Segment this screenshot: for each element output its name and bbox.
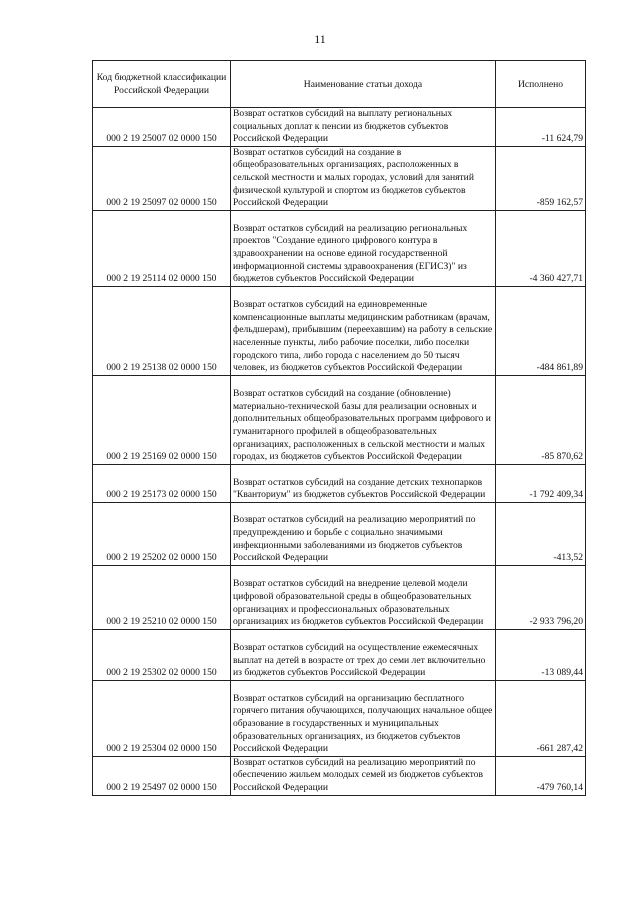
row-name: Возврат остатков субсидий на внедрение целевой модели цифровой образовательной среды в общеобразовательных организациях и профессиональных образовательных организациях из бюджетов субъектов Российской Федерации xyxy=(231,565,496,629)
row-code: 000 2 19 25007 02 0000 150 xyxy=(93,108,231,147)
row-executed: -484 861,89 xyxy=(496,286,586,375)
row-executed: -413,52 xyxy=(496,502,586,565)
table-row xyxy=(93,502,586,565)
row-code: 000 2 19 25202 02 0000 150 xyxy=(93,502,231,565)
row-executed: -13 089,44 xyxy=(496,629,586,680)
row-name: Возврат остатков субсидий на реализацию региональных проектов "Создание единого цифрового контура в здравоохранении на основе единой государственной информационной системы здравоохранения (ЕГИСЗ)" из бюджетов субъектов Российской Федерации xyxy=(231,210,496,286)
row-executed: -1 792 409,34 xyxy=(496,464,586,502)
header-name: Наименование статьи дохода xyxy=(231,61,496,108)
table-row xyxy=(93,464,586,502)
header-executed: Исполнено xyxy=(496,61,586,108)
table-row xyxy=(93,565,586,629)
row-name: Возврат остатков субсидий на реализацию мероприятий по обеспечению жильем молодых семей из бюджетов субъектов Российской Федерации xyxy=(231,756,496,795)
row-executed: -4 360 427,71 xyxy=(496,210,586,286)
table-row xyxy=(93,108,586,147)
table-row xyxy=(93,680,586,756)
row-name: Возврат остатков субсидий на реализацию мероприятий по предупреждению и борьбе с социально значимыми инфекционными заболеваниями из бюджетов субъектов Российской Федерации xyxy=(231,502,496,565)
revenue-table xyxy=(92,60,586,796)
row-executed: -479 760,14 xyxy=(496,756,586,795)
row-name: Возврат остатков субсидий на организацию бесплатного горячего питания обучающихся, получающих начальное общее образование в государственных и муниципальных образовательных организациях, из бюджетов субъектов Российской Федерации xyxy=(231,680,496,756)
row-name: Возврат остатков субсидий на создание (обновление) материально-технической базы для реализации основных и дополнительных общеобразовательных программ цифрового и гуманитарного профилей в общеобразовательных организациях, расположенных в сельской местности и малых городах, из бюджетов субъектов Российской Федерации xyxy=(231,375,496,464)
row-name: Возврат остатков субсидий на создание детских технопарков "Кванториум" из бюджетов субъектов Российской Федерации xyxy=(231,464,496,502)
row-executed: -2 933 796,20 xyxy=(496,565,586,629)
row-executed: -859 162,57 xyxy=(496,146,586,210)
table-row xyxy=(93,286,586,375)
table-row xyxy=(93,146,586,210)
row-code: 000 2 19 25497 02 0000 150 xyxy=(93,756,231,795)
row-name: Возврат остатков субсидий на выплату региональных социальных доплат к пенсии из бюджетов субъектов Российской Федерации xyxy=(231,108,496,147)
row-code: 000 2 19 25097 02 0000 150 xyxy=(93,146,231,210)
row-code: 000 2 19 25304 02 0000 150 xyxy=(93,680,231,756)
table-row xyxy=(93,756,586,795)
row-code: 000 2 19 25169 02 0000 150 xyxy=(93,375,231,464)
row-code: 000 2 19 25210 02 0000 150 xyxy=(93,565,231,629)
row-name: Возврат остатков субсидий на осуществление ежемесячных выплат на детей в возрасте от трех до семи лет включительно из бюджетов субъектов Российской Федерации xyxy=(231,629,496,680)
row-name: Возврат остатков субсидий на создание в общеобразовательных организациях, расположенных в сельской местности и малых городах, условий для занятий физической культурой и спортом из бюджетов субъектов Российской Федерации xyxy=(231,146,496,210)
page-number: 11 xyxy=(314,32,326,46)
row-executed: -661 287,42 xyxy=(496,680,586,756)
table-row xyxy=(93,210,586,286)
row-executed: -11 624,79 xyxy=(496,108,586,147)
row-code: 000 2 19 25114 02 0000 150 xyxy=(93,210,231,286)
table-row xyxy=(93,375,586,464)
row-code: 000 2 19 25173 02 0000 150 xyxy=(93,464,231,502)
row-executed: -85 870,62 xyxy=(496,375,586,464)
table-header-row xyxy=(93,61,586,108)
row-code: 000 2 19 25138 02 0000 150 xyxy=(93,286,231,375)
table-row xyxy=(93,629,586,680)
header-code: Код бюджетной классификации Российской Федерации xyxy=(93,61,231,108)
row-code: 000 2 19 25302 02 0000 150 xyxy=(93,629,231,680)
row-name: Возврат остатков субсидий на единовременные компенсационные выплаты медицинским работникам (врачам, фельдшерам), прибывшим (переехавшим) на работу в сельские населенные пункты, либо рабочие поселки, либо поселки городского типа, либо города с населением до 50 тысяч человек, из бюджетов субъектов Российской Федерации xyxy=(231,286,496,375)
